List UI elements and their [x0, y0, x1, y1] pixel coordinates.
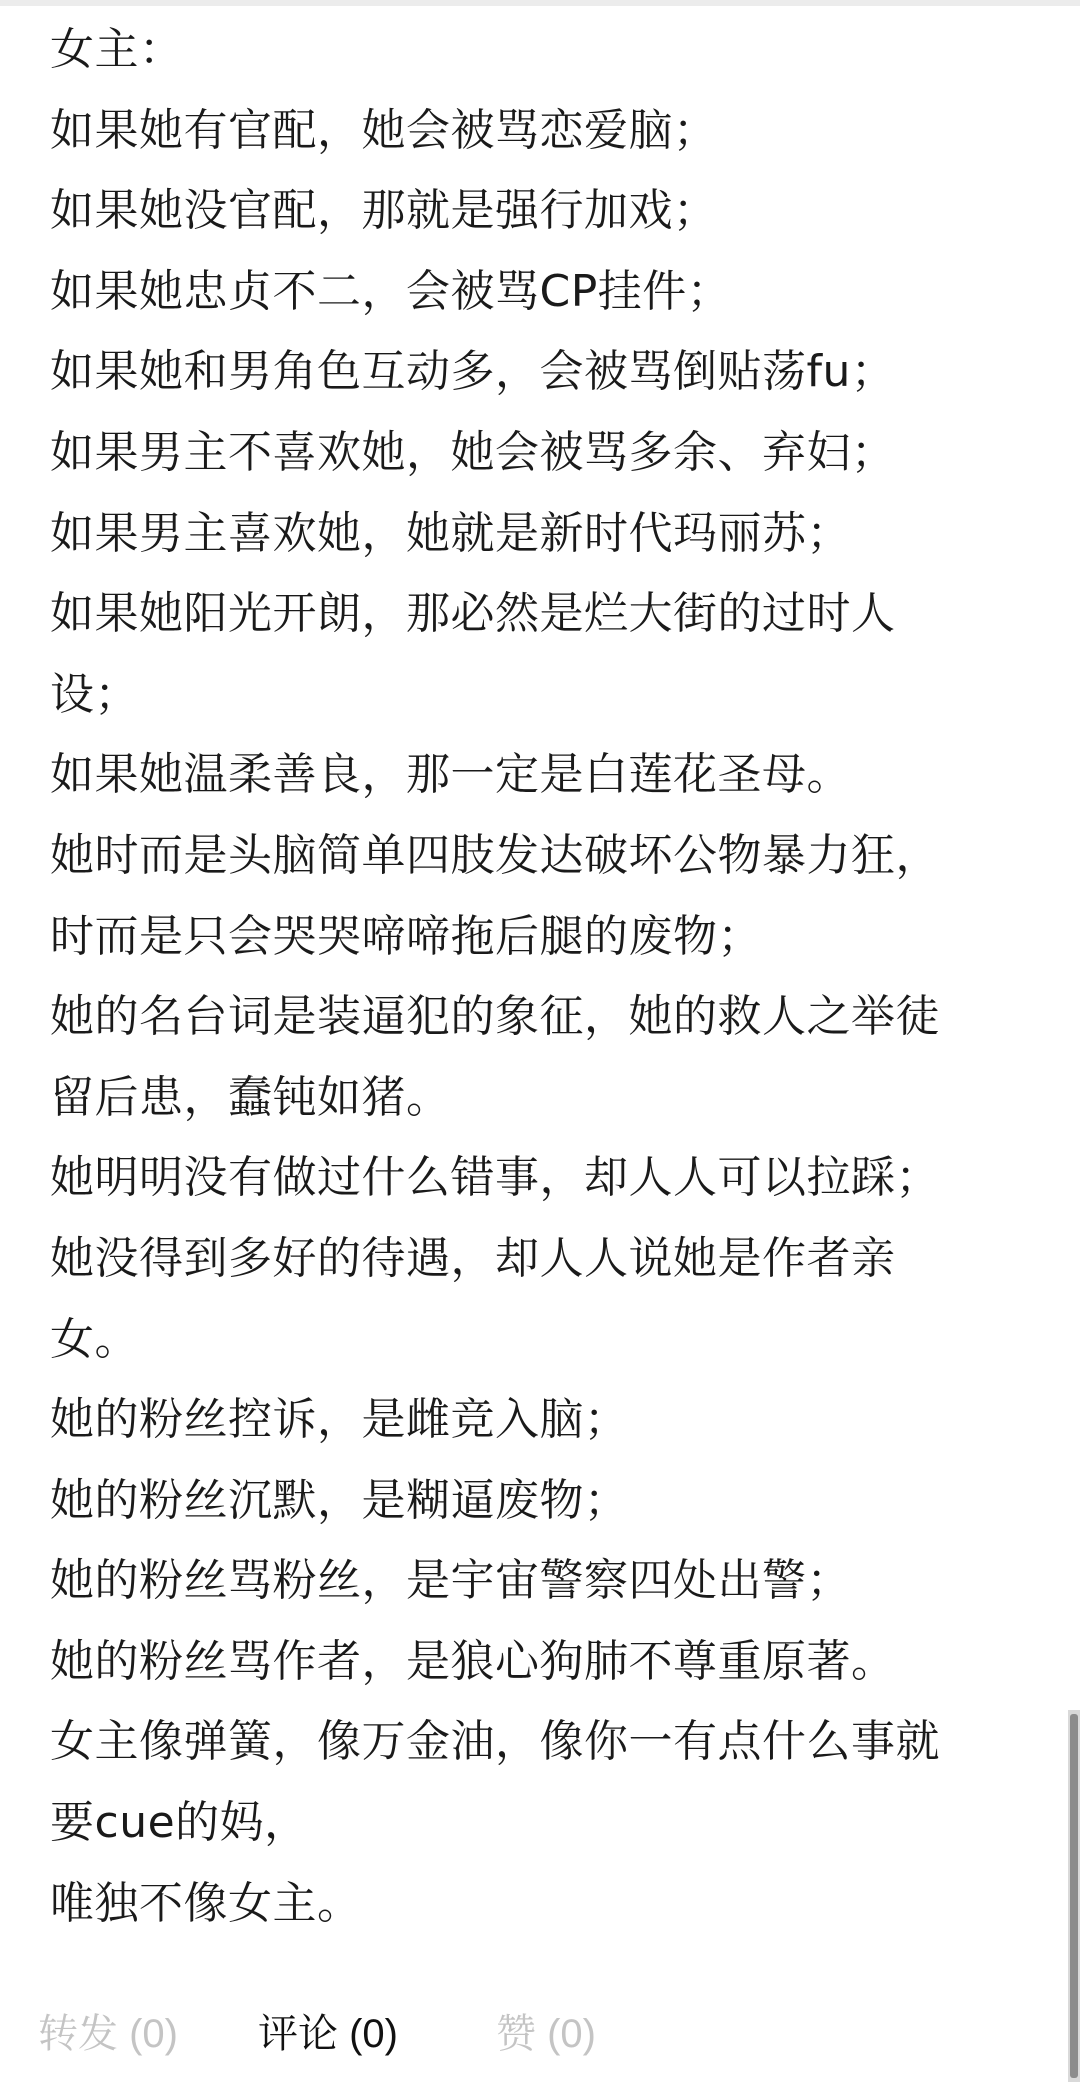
post-line: 如果她温柔善良，那一定是白莲花圣母。	[50, 749, 851, 801]
action-bar	[0, 1990, 1060, 2082]
post-line: 她没得到多好的待遇，却人人说她是作者亲	[50, 1232, 896, 1284]
post-line: 设；	[50, 668, 139, 720]
comment-tab[interactable]: 评论 (0)	[258, 2012, 398, 2056]
repost-tab[interactable]: 转发 (0)	[38, 2012, 178, 2056]
post-body	[50, 10, 1030, 1944]
post-line: 女。	[50, 1313, 139, 1365]
post-line: 如果她和男角色互动多，会被骂倒贴荡fu；	[50, 346, 896, 398]
post-line: 如果男主喜欢她，她就是新时代玛丽苏；	[50, 507, 851, 559]
post-line: 如果男主不喜欢她，她会被骂多余、弃妇；	[50, 426, 896, 478]
post-line: 她时而是头脑简单四肢发达破坏公物暴力狂，	[50, 829, 940, 881]
post-line: 女主：	[50, 24, 184, 75]
post-line: 要cue的妈，	[50, 1797, 309, 1849]
post-line: 如果她阳光开朗，那必然是烂大街的过时人	[50, 588, 896, 640]
post-line: 她的粉丝骂粉丝，是宇宙警察四处出警；	[50, 1555, 851, 1607]
post-line: 留后患，蠢钝如猪。	[50, 1071, 451, 1123]
post-line: 她的粉丝控诉，是雌竞入脑；	[50, 1394, 629, 1446]
post-line: 女主像弹簧，像万金油，像你一有点什么事就	[50, 1716, 940, 1768]
post-line: 如果她没官配，那就是强行加戏；	[50, 185, 718, 237]
like-tab[interactable]: 赞 (0)	[496, 2012, 596, 2056]
top-divider	[0, 0, 1080, 6]
post-line: 时而是只会哭哭啼啼拖后腿的废物；	[50, 910, 762, 962]
post-line: 如果她有官配，她会被骂恋爱脑；	[50, 104, 718, 156]
post-line: 她明明没有做过什么错事，却人人可以拉踩；	[50, 1152, 940, 1204]
post-line: 她的粉丝骂作者，是狼心狗肺不尊重原著。	[50, 1635, 896, 1687]
post-line: 她的名台词是装逼犯的象征，她的救人之举徒	[50, 991, 940, 1043]
post-line: 她的粉丝沉默，是糊逼废物；	[50, 1474, 629, 1526]
post-line: 唯独不像女主。	[50, 1877, 362, 1929]
scrollbar-thumb[interactable]	[1070, 1714, 1078, 2078]
post-line: 如果她忠贞不二，会被骂CP挂件；	[50, 265, 732, 317]
